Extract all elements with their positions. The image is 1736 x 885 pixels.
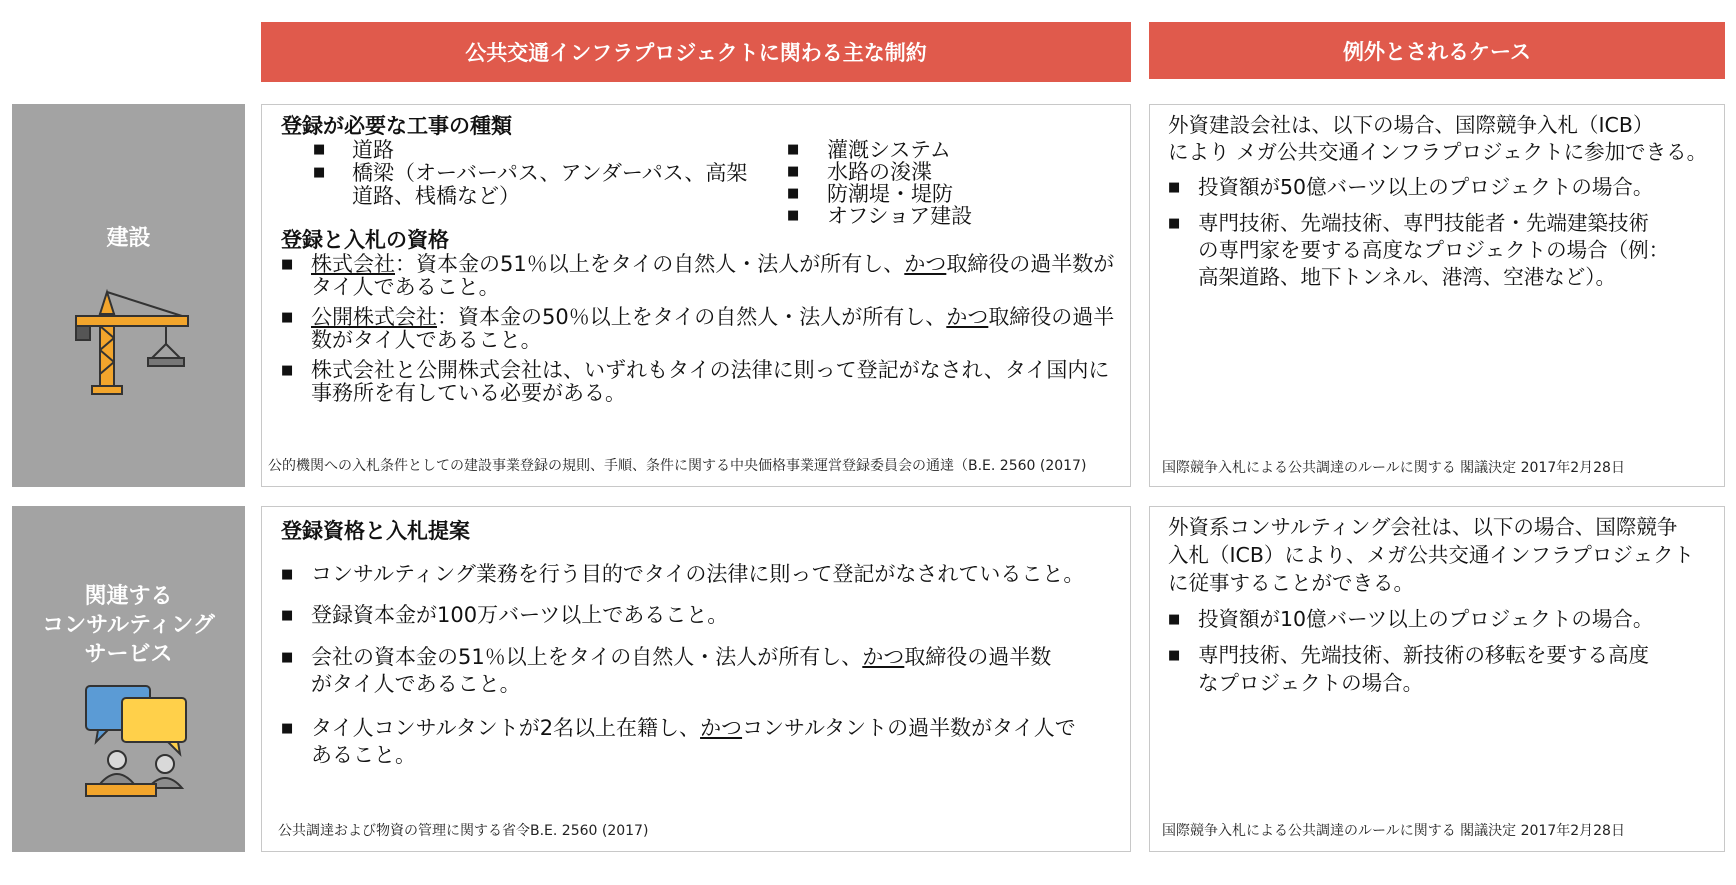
bullet-marker: ■ xyxy=(787,208,800,223)
consulting-text: 取締役の過半数 xyxy=(904,645,1052,669)
exception-intro: により メガ公共交通インフラプロジェクトに参加できる。 xyxy=(1168,140,1708,164)
consulting-exception-box xyxy=(1149,506,1725,852)
consulting-label-line2: コンサルティング xyxy=(42,613,215,638)
work-type-item: 灌漑システム xyxy=(827,138,951,162)
consulting-text: タイ人コンサルタントが2名以上在籍し、 xyxy=(311,716,701,740)
kazu-underlined: かつ xyxy=(904,252,947,276)
qualification-term: 株式会社 xyxy=(311,252,395,276)
construction-exception-box xyxy=(1149,104,1725,487)
bullet-marker: ■ xyxy=(281,721,294,736)
exception-intro: に従事することができる。 xyxy=(1168,571,1414,595)
consulting-text: コンサルタントの過半数がタイ人で xyxy=(742,716,1076,740)
exception-item: 専門技術、先端技術、専門技能者・先端建築技術 xyxy=(1198,211,1649,235)
qualification-text: 取締役の過半数が xyxy=(946,252,1115,276)
exception-item: 投資額が50億バーツ以上のプロジェクトの場合。 xyxy=(1198,175,1654,199)
consulting-label-line1: 関連する xyxy=(84,584,173,609)
qualification-item xyxy=(311,306,1114,329)
exception-item-continued: なプロジェクトの場合。 xyxy=(1198,671,1424,695)
consulting-text: 会社の資本金の51％以上をタイの自然人・法人が所有し、 xyxy=(311,645,863,669)
kazu-underlined: かつ xyxy=(946,305,989,329)
bullet-marker: ■ xyxy=(281,363,294,378)
construction-constraints-box xyxy=(261,104,1131,487)
qualification-text: ：資本金の50％以上をタイの自然人・法人が所有し、 xyxy=(437,305,947,329)
consulting-source-note: 公共調達および物資の管理に関する省令B.E. 2560 (2017) xyxy=(278,823,649,839)
kazu-underlined: かつ xyxy=(700,716,743,740)
work-types-heading: 登録が必要な工事の種類 xyxy=(281,114,512,138)
qualification-term: 公開株式会社 xyxy=(311,305,437,329)
crane-icon xyxy=(72,286,194,396)
work-type-item: オフショア建設 xyxy=(827,204,973,228)
bullet-marker: ■ xyxy=(1168,216,1181,231)
qualifications-heading: 登録と入札の資格 xyxy=(281,228,449,252)
bullet-marker: ■ xyxy=(787,164,800,179)
qualification-item: 株式会社と公開株式会社は、いずれもタイの法律に則って登記がなされ、タイ国内に xyxy=(311,358,1110,382)
work-type-item: 防潮堤・堤防 xyxy=(827,182,953,206)
exceptions-header-text: 例外とされるケース xyxy=(1343,39,1531,64)
consulting-item: 登録資本金が100万バーツ以上であること。 xyxy=(311,603,729,627)
bullet-marker: ■ xyxy=(1168,180,1181,195)
bullet-marker: ■ xyxy=(281,310,294,325)
consulting-item xyxy=(311,717,1076,740)
bullet-marker: ■ xyxy=(313,142,326,157)
bullet-marker: ■ xyxy=(281,257,294,272)
work-type-item: 橋梁（オーバーパス、アンダーパス、高架 xyxy=(352,161,748,185)
qualification-item xyxy=(311,253,1114,276)
construction-label: 建設 xyxy=(106,226,151,251)
consulting-item-continued: がタイ人であること。 xyxy=(311,672,521,696)
consulting-item: コンサルティング業務を行う目的でタイの法律に則って登記がなされていること。 xyxy=(311,562,1085,586)
consulting-heading: 登録資格と入札提案 xyxy=(281,519,470,543)
exception-intro: 入札（ICB）により、メガ公共交通インフラプロジェクト xyxy=(1168,543,1695,567)
consulting-side-panel xyxy=(12,506,245,852)
work-type-item: 道路 xyxy=(352,138,394,162)
construction-source-note: 公的機関への入札条件としての建設事業登録の規則、手順、条件に関する中央価格事業運営登録委員会の通達（B.E. 2560 (2017) xyxy=(268,458,1087,474)
exception-intro: 外資建設会社は、以下の場合、国際競争入札（ICB） xyxy=(1168,113,1654,137)
consulting-exception-source: 国際競争入札による公共調達のルールに関する 閣議決定 2017年2月28日 xyxy=(1162,823,1625,839)
consulting-chat-icon xyxy=(72,684,194,800)
bullet-marker: ■ xyxy=(313,165,326,180)
kazu-underlined: かつ xyxy=(862,645,905,669)
main-constraints-header xyxy=(261,22,1131,82)
work-type-item: 水路の浚渫 xyxy=(827,160,932,184)
consulting-constraints-box xyxy=(261,506,1131,852)
exception-item-continued: の専門家を要する高度なプロジェクトの場合（例： xyxy=(1198,238,1670,262)
bullet-marker: ■ xyxy=(281,567,294,582)
qualification-text: ：資本金の51％以上をタイの自然人・法人が所有し、 xyxy=(395,252,905,276)
construction-side-panel xyxy=(12,104,245,487)
bullet-marker: ■ xyxy=(281,650,294,665)
consulting-item-continued: あること。 xyxy=(311,743,416,767)
bullet-marker: ■ xyxy=(281,608,294,623)
exception-intro: 外資系コンサルティング会社は、以下の場合、国際競争 xyxy=(1168,515,1678,539)
construction-exception-source: 国際競争入札による公共調達のルールに関する 閣議決定 2017年2月28日 xyxy=(1162,460,1625,476)
bullet-marker: ■ xyxy=(1168,648,1181,663)
main-constraints-header-text: 公共交通インフラプロジェクトに関わる主な制約 xyxy=(465,41,927,65)
bullet-marker: ■ xyxy=(787,186,800,201)
qualification-text: 取締役の過半 xyxy=(988,305,1115,329)
bullet-marker: ■ xyxy=(1168,612,1181,627)
consulting-item xyxy=(311,646,1051,669)
exceptions-header xyxy=(1149,22,1725,79)
exception-item-continued: 高架道路、地下トンネル、港湾、空港など）。 xyxy=(1198,265,1616,289)
consulting-label-line3: サービス xyxy=(84,642,173,667)
qualification-item-continued: 事務所を有している必要がある。 xyxy=(311,381,626,405)
exception-item: 投資額が10億バーツ以上のプロジェクトの場合。 xyxy=(1198,607,1654,631)
exception-item: 専門技術、先端技術、新技術の移転を要する高度 xyxy=(1198,643,1649,667)
work-type-item-continued: 道路、桟橋など） xyxy=(352,184,520,208)
qualification-item-continued: タイ人であること。 xyxy=(311,275,500,299)
bullet-marker: ■ xyxy=(787,142,800,157)
qualification-item-continued: 数がタイ人であること。 xyxy=(311,328,542,352)
